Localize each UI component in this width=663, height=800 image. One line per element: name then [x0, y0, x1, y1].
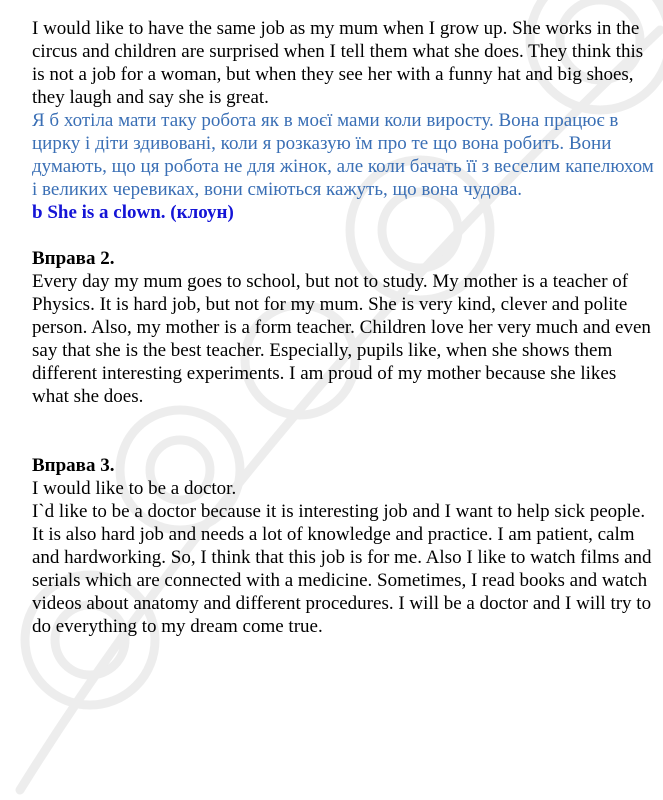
section1-answer: b She is a clown. (клоун) — [32, 202, 234, 223]
spacer — [32, 408, 657, 454]
section1-english-text: I would like to have the same job as my mum when I grow up. She works in the circus and children are surprised when I tell them what she does. They think this is not a job for a woman, but when they see her with a funny hat and big shoes, they laugh and say she is great. — [32, 18, 644, 108]
document-page — [32, 17, 657, 638]
section3-text: I`d like to be a doctor because it is interesting job and I want to help sick people. It is also hard job and needs a lot of knowledge and practice. I am patient, calm and hardworking. So, I think that this job is for me. Also I like to watch films and serials which are connected with a medicine. Sometimes, I read books and watch videos about anatomy and different procedures. I will be a doctor and I will try to do everything to my dream come true. — [32, 501, 652, 637]
section3-first-line: I would like to be a doctor. — [32, 478, 237, 499]
spacer — [32, 224, 657, 247]
section1-ukrainian-translation: Я б хотіла мати таку робота як в моєї мами коли виросту. Вона працює в цирку і діти здивовані, коли я розказую їм про те що вона робить. Вони думають, що ця робота не для жінок, але коли бачать її з веселим капелюхом і великих черевиках, вони сміються кажуть, що вона чудова. — [32, 110, 654, 200]
section2-text: Every day my mum goes to school, but not to study. My mother is a teacher of Physics. It is hard job, but not for my mum. She is very kind, clever and polite person. Also, my mother is a form teacher. Children love her very much and even say that she is the best teacher. Especially, pupils like, when she shows them different interesting experiments. I am proud of my mother because she likes what she does. — [32, 271, 651, 407]
section2-heading: Вправа 2. — [32, 248, 115, 269]
section3-heading: Вправа 3. — [32, 455, 115, 476]
